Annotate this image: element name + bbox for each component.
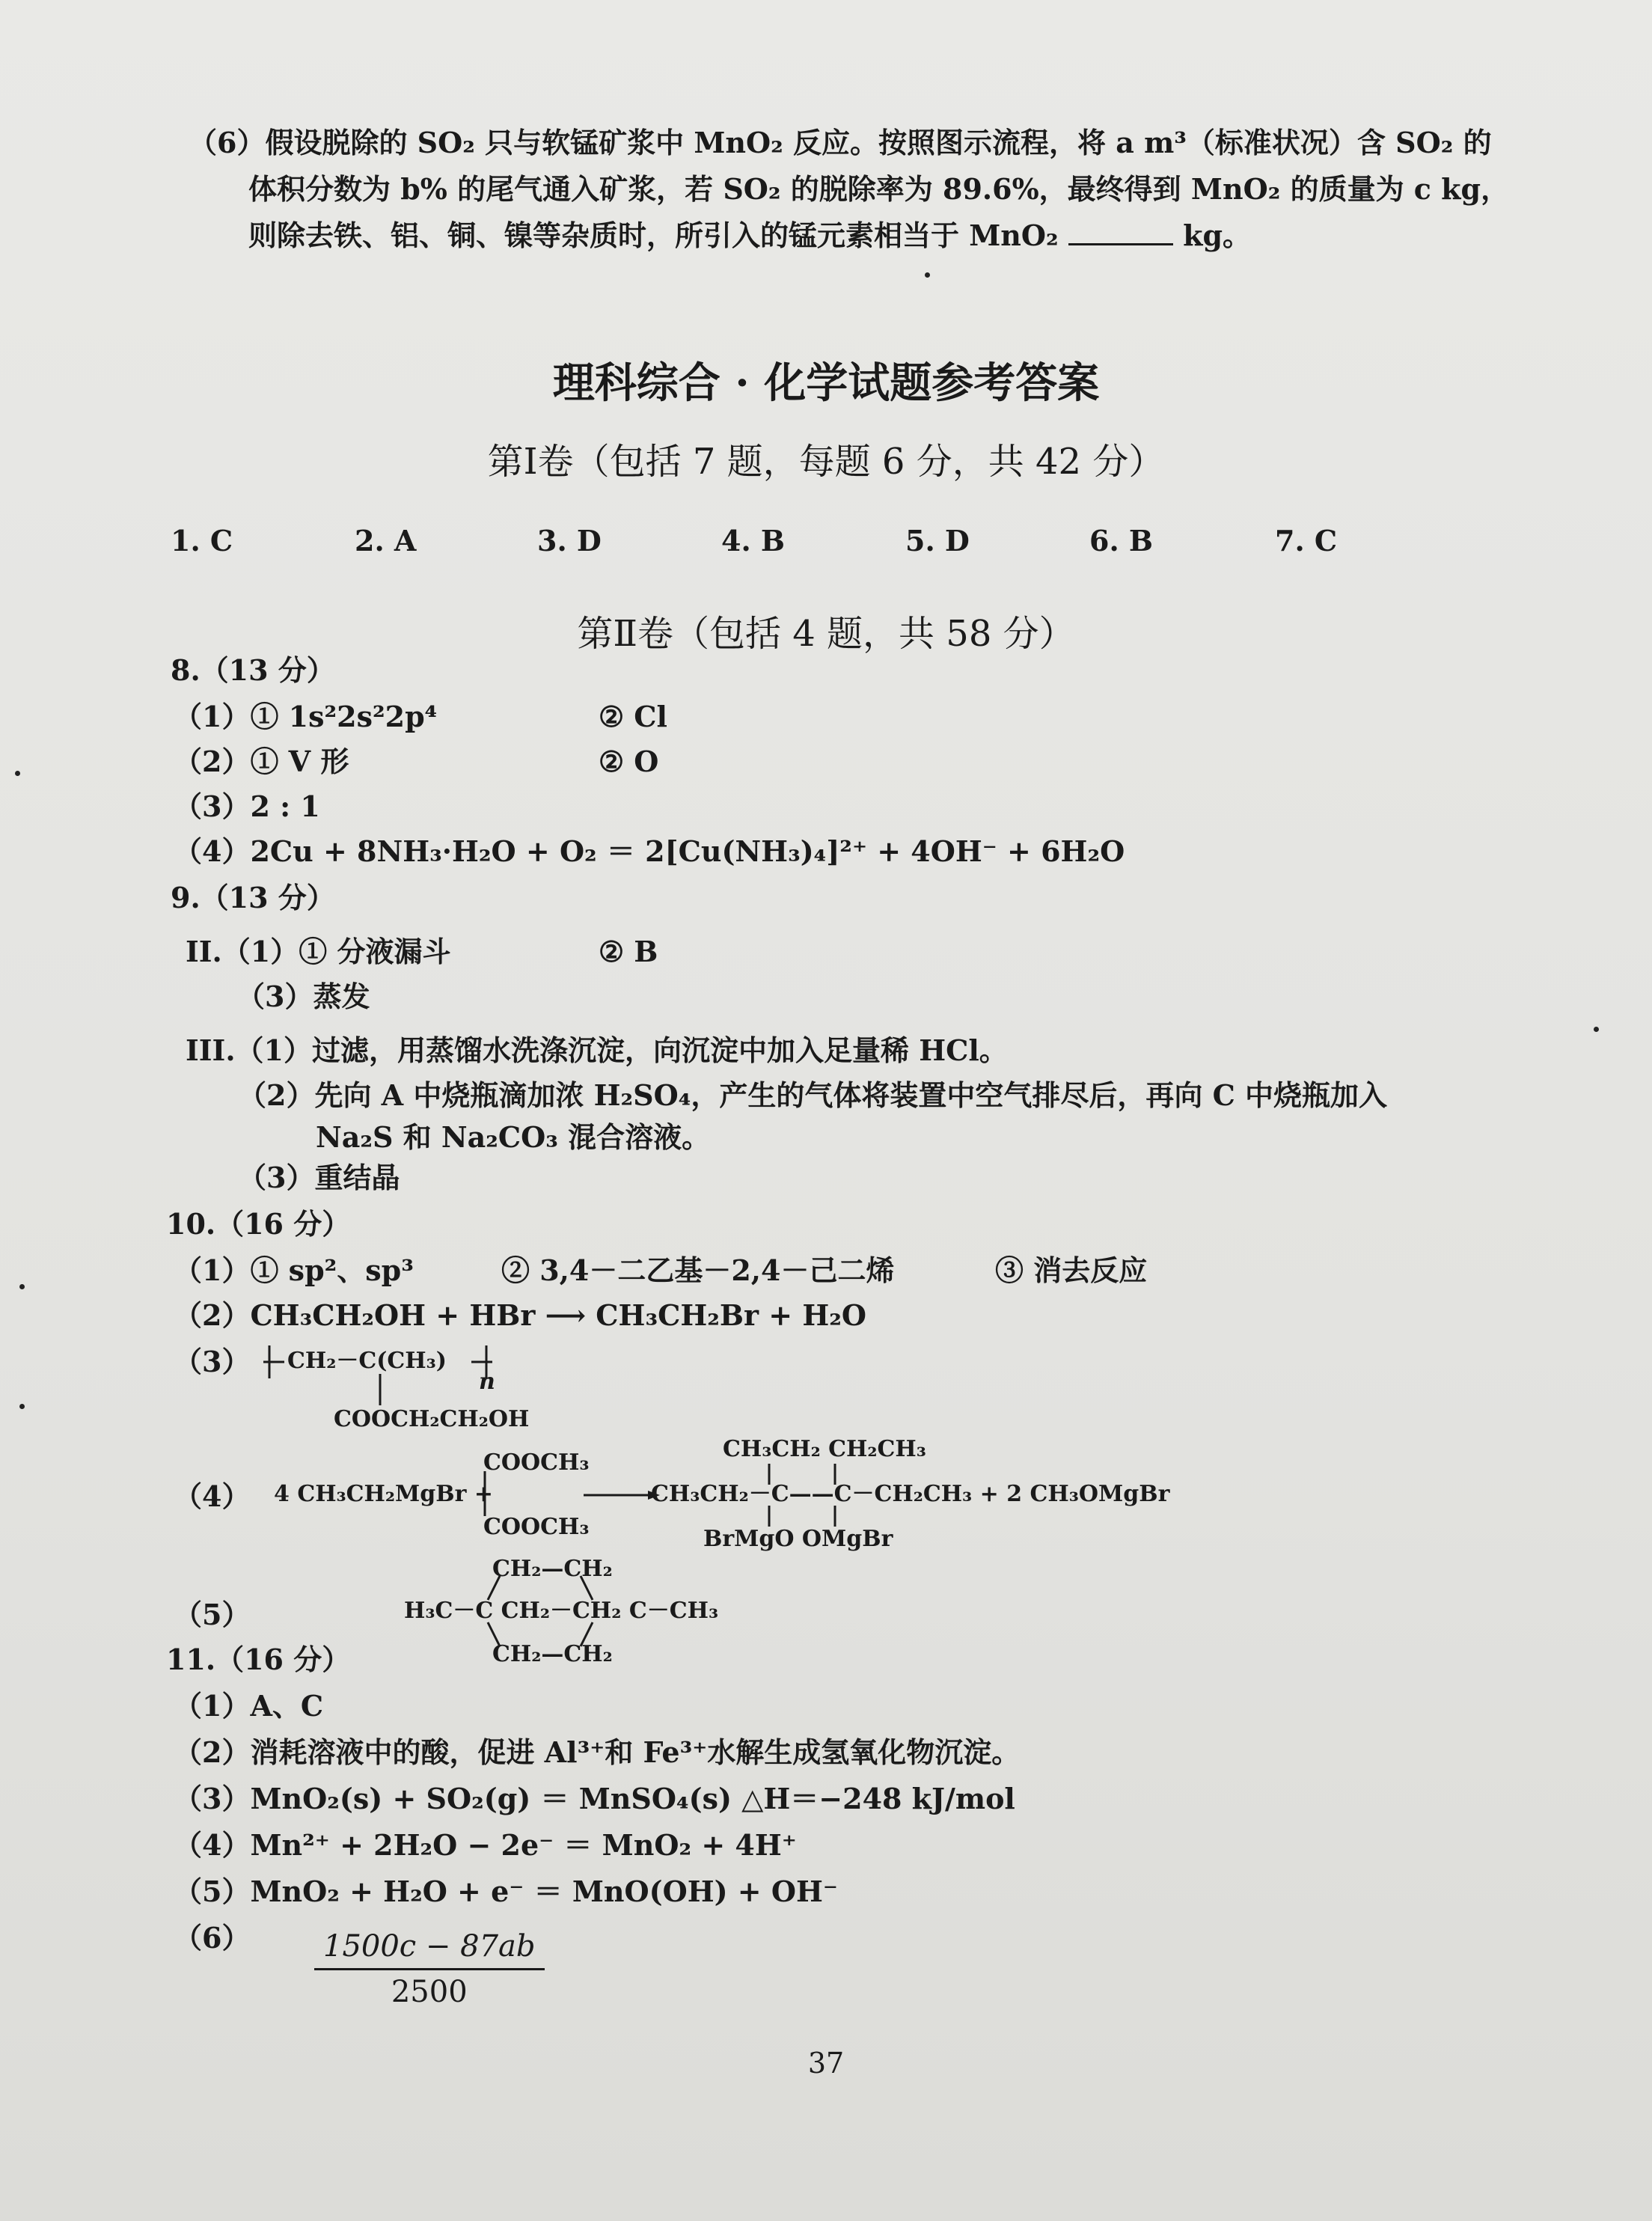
mc-answer: 4. B <box>721 524 786 557</box>
scan-mark <box>19 1284 25 1289</box>
polymer-structure <box>262 1339 576 1437</box>
page-number: 37 <box>807 2047 845 2080</box>
fraction-denominator: 2500 <box>391 1975 468 2009</box>
polymer-subscript-n: n <box>479 1369 495 1395</box>
q9-iii-part3: （3）重结晶 <box>238 1161 400 1194</box>
scan-mark <box>15 771 20 776</box>
grignard-reactant: 4 CH₃CH₂MgBr + <box>274 1481 493 1507</box>
q8-part2-b: ② O <box>599 745 659 778</box>
q10-heading: 10.（16 分） <box>166 1207 351 1241</box>
q6-line-2: 体积分数为 b% 的尾气通入矿浆，若 SO₂ 的脱除率为 89.6%，最终得到 MnO₂ 的质量为 c kg， <box>248 172 1510 206</box>
q10-part1-b: ② 3,4－二乙基－2,4－己二烯 <box>501 1253 895 1287</box>
q9-ii-part3: （3）蒸发 <box>236 980 370 1013</box>
part1-title: 第Ⅰ卷（包括 7 题，每题 6 分，共 42 分） <box>487 441 1165 483</box>
ring-middle: H₃C－C CH₂－CH₂ C－CH₃ <box>404 1598 719 1624</box>
prev-question-6 <box>189 120 1520 259</box>
polymer-side-chain: COOCH₂CH₂OH <box>334 1406 530 1432</box>
q10-part2: （2）CH₃CH₂OH + HBr ⟶ CH₃CH₂Br + H₂O <box>174 1298 866 1332</box>
q8-part4: （4）2Cu + 8NH₃·H₂O + O₂ ＝ 2[Cu(NH₃)₄]²⁺ + 4OH⁻ + 6H₂O <box>174 834 1125 868</box>
product-bottom-groups: BrMgO OMgBr <box>703 1526 893 1552</box>
q8-heading: 8.（13 分） <box>171 653 335 687</box>
part2-title: 第Ⅱ卷（包括 4 题，共 58 分） <box>577 613 1075 655</box>
oxalate-top: COOCH₃ <box>483 1449 590 1476</box>
q11-part3: （3）MnO₂(s) + SO₂(g) ＝ MnSO₄(s) △H＝−248 kJ/mol <box>174 1782 1015 1815</box>
q10-part5-label: （5） <box>174 1598 251 1631</box>
q11-part6-fraction <box>314 1929 545 2009</box>
q8-part2-a: （2）① V 形 <box>174 745 349 778</box>
q10-part4-label: （4） <box>174 1479 251 1513</box>
q9-ii-part1-a: II.（1）① 分液漏斗 <box>186 935 451 968</box>
q9-heading: 9.（13 分） <box>171 881 335 914</box>
q10-part1-a: （1）① sp²、sp³ <box>174 1253 414 1287</box>
q6-line-3-unit: kg。 <box>1183 219 1252 252</box>
mc-answer: 6. B <box>1089 524 1154 557</box>
product-main-chain: CH₃CH₂－C——C－CH₂CH₃ + 2 CH₃OMgBr <box>651 1481 1170 1507</box>
ring-bottom: CH₂—CH₂ <box>492 1641 613 1667</box>
q11-part4: （4）Mn²⁺ + 2H₂O − 2e⁻ ＝ MnO₂ + 4H⁺ <box>174 1828 797 1862</box>
ring-top: CH₂—CH₂ <box>492 1556 613 1582</box>
q11-heading: 11.（16 分） <box>166 1643 351 1676</box>
q11-part2: （2）消耗溶液中的酸，促进 Al³⁺和 Fe³⁺水解生成氢氧化物沉淀。 <box>174 1735 1021 1769</box>
q11-part5: （5）MnO₂ + H₂O + e⁻ ＝ MnO(OH) + OH⁻ <box>174 1875 838 1908</box>
q10-part1-c: ③ 消去反应 <box>995 1253 1148 1287</box>
product-top-groups: CH₃CH₂ CH₂CH₃ <box>723 1436 926 1462</box>
answer-blank <box>1068 218 1173 245</box>
fraction-numerator: 1500c − 87ab <box>314 1929 545 1970</box>
q11-part6-label: （6） <box>174 1921 251 1955</box>
grignard-reaction <box>269 1435 1212 1552</box>
mc-answer: 5. D <box>905 524 970 557</box>
q8-part3: （3）2 : 1 <box>174 789 320 823</box>
q8-part1-a: （1）① 1s²2s²2p⁴ <box>174 700 438 733</box>
mc-answer: 2. A <box>355 524 417 557</box>
answer-key-title: 理科综合 · 化学试题参考答案 <box>552 358 1100 408</box>
q6-line-3-text: 则除去铁、铝、铜、镍等杂质时，所引入的锰元素相当于 MnO₂ <box>248 219 1059 252</box>
q9-iii-part1: III.（1）过滤，用蒸馏水洗涤沉淀，向沉淀中加入足量稀 HCl。 <box>186 1033 1008 1067</box>
scan-mark <box>1594 1027 1599 1032</box>
scan-mark <box>19 1404 25 1409</box>
oxalate-bottom: COOCH₃ <box>483 1514 590 1540</box>
q6-line-1: （6）假设脱除的 SO₂ 只与软锰矿浆中 MnO₂ 反应。按照图示流程，将 a m³（标准状况）含 SO₂ 的 <box>189 126 1492 159</box>
q8-part1-b: ② Cl <box>599 700 667 733</box>
q11-part1: （1）A、C <box>174 1689 324 1723</box>
q9-iii-part2-line2: Na₂S 和 Na₂CO₃ 混合溶液。 <box>316 1120 711 1154</box>
q10-part3-label: （3） <box>174 1345 251 1378</box>
polymer-backbone: CH₂－C(CH₃) <box>287 1348 447 1374</box>
mc-answer: 7. C <box>1275 524 1338 557</box>
bicyclic-structure <box>404 1551 719 1670</box>
q6-line-3 <box>189 213 1520 259</box>
mc-answer: 1. C <box>171 524 233 557</box>
q9-iii-part2-line1: （2）先向 A 中烧瓶滴加浓 H₂SO₄，产生的气体将装置中空气排尽后，再向 C 中烧瓶加入 <box>238 1078 1388 1112</box>
q9-ii-part1-b: ② B <box>599 935 658 968</box>
mc-answer: 3. D <box>537 524 602 557</box>
ink-dot <box>925 272 930 278</box>
